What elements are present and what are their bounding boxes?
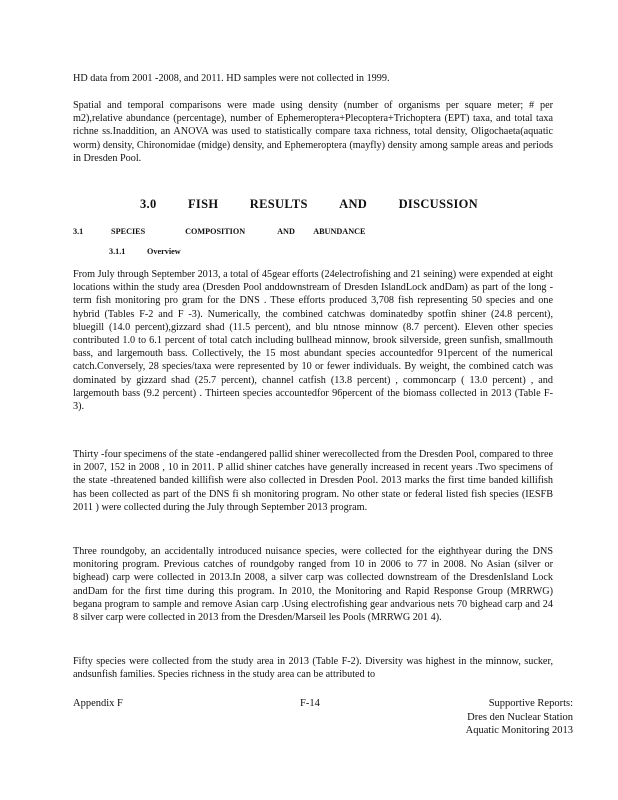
subsection-heading-species-composition <box>73 227 366 236</box>
subsection-title-word: AND <box>277 227 295 236</box>
subsection-number: 3.1 <box>73 227 84 236</box>
section-title-word: DISCUSSION <box>398 197 478 211</box>
paragraph-pallid-shiner: Thirty -four specimens of the state -endangered pallid shiner werecollected from the Dresden Pool, compared to three in 2007, 152 in 2008 , 10 in 2011. P allid shiner catches have generally increased in recent years .Two specimens of the state -threatened banded killifish were also collected in Dresden Pool. 2013 marks the first time banded killifish has been collected as part of the DNS fi sh monitoring program. No other state or federal listed fish species (IESFB 2011 ) were collected during the July through September 2013 program. <box>73 449 553 513</box>
footer-report-title <box>466 697 573 738</box>
subsection-title-word: SPECIES <box>111 227 146 236</box>
subsection-title-word: COMPOSITION <box>185 227 246 236</box>
paragraph-species-diversity: Fifty species were collected from the study area in 2013 (Table F-2). Diversity was highest in the minnow, sucker, andsunfish families. Species richness in the study area can be attributed to <box>73 656 553 681</box>
footer-page-number: F-14 <box>300 698 320 709</box>
footer-appendix-label: Appendix F <box>73 698 123 709</box>
subsubsection-heading-overview <box>109 247 181 256</box>
section-number: 3.0 <box>140 197 157 211</box>
footer-report-line: Dres den Nuclear Station <box>467 711 573 723</box>
subsubsection-title: Overview <box>147 247 181 256</box>
subsection-title-word: ABUNDANCE <box>313 227 366 236</box>
section-title-word: FISH <box>187 197 219 211</box>
paragraph-fish-catch-summary: From July through September 2013, a total of 45gear efforts (24electrofishing and 21 seining) were expended at eight locations within the study area (Dresden Pool anddownstream of Dresden IslandLock andDam) as part of the long -term fish monitoring pro gram for the DNS . These efforts produced 3,708 fish representing 50 species and one hybrid (Tables F-2 and F -3). Numerically, the combined catchwas dominatedby spotfin shiner (24.8 percent), bluegill (14.0 percent),gizzard shad (11.5 percent), and blu ntnose minnow (8.7 percent). Eleven other species contributed 1.0 to 6.1 percent of total catch including bullhead minnow, brook silverside, green sunfish, smallmouth bass, and largemouth bass. Collectively, the 15 most abundant species accountedfor 91percent of the numerical catch.Conversely, 28 species/taxa were represented by 10 or fewer individuals. By weight, the combined catch was dominated by gizzard shad (25.7 percent), channel catfish (13.8 percent) , commoncarp ( 13.0 percent) , and largemouth bass (9.2 percent) . Thirteen species accountedfor 96percent of the biomass collected in 2013 (Table F- 3). <box>73 269 553 413</box>
section-title-word: AND <box>339 197 368 211</box>
footer-report-line: Supportive Reports: <box>488 698 573 709</box>
footer-report-line: Aquatic Monitoring 2013 <box>465 725 573 736</box>
paragraph-hd-data: HD data from 2001 -2008, and 2011. HD samples were not collected in 1999. <box>73 73 390 84</box>
section-heading-fish-results <box>0 197 618 212</box>
paragraph-spatial-temporal-comparisons: Spatial and temporal comparisons were made using density (number of organisms per square meter; # per m2),relative abundance (percentage), number of Ephemeroptera+Plecoptera+Trichoptera (EPT) taxa, and total taxa richne ss.Inaddition, an ANOVA was used to statistically compare taxa richness, total density, Oligochaeta(aquatic worm) density, Chironomidae (midge) density, and Ephemeroptera (mayfly) density among sample areas and periods in Dresden Pool. <box>73 100 553 164</box>
paragraph-round-goby-asian-carp: Three roundgoby, an accidentally introduced nuisance species, were collected for the eighthyear during the DNS monitoring program. Previous catches of roundgoby ranged from 10 in 2006 to 77 in 2008. No Asian (silver or bighead) carp were collected in 2013.In 2008, a silver carp was collected downstream of the DresdenIsland Lock andDam for the first time during this program. In 2010, the Monitoring and Rapid Response Group (MRRWG) begana program to sample and remove Asian carp .Using electrofishing gear andvarious nets 70 bighead carp and 24 8 silver carp were collected in 2013 from the Dresden/Marseil les Pools (MRRWG 201 4). <box>73 546 553 624</box>
section-title-word: RESULTS <box>249 197 308 211</box>
subsubsection-number: 3.1.1 <box>109 247 126 256</box>
